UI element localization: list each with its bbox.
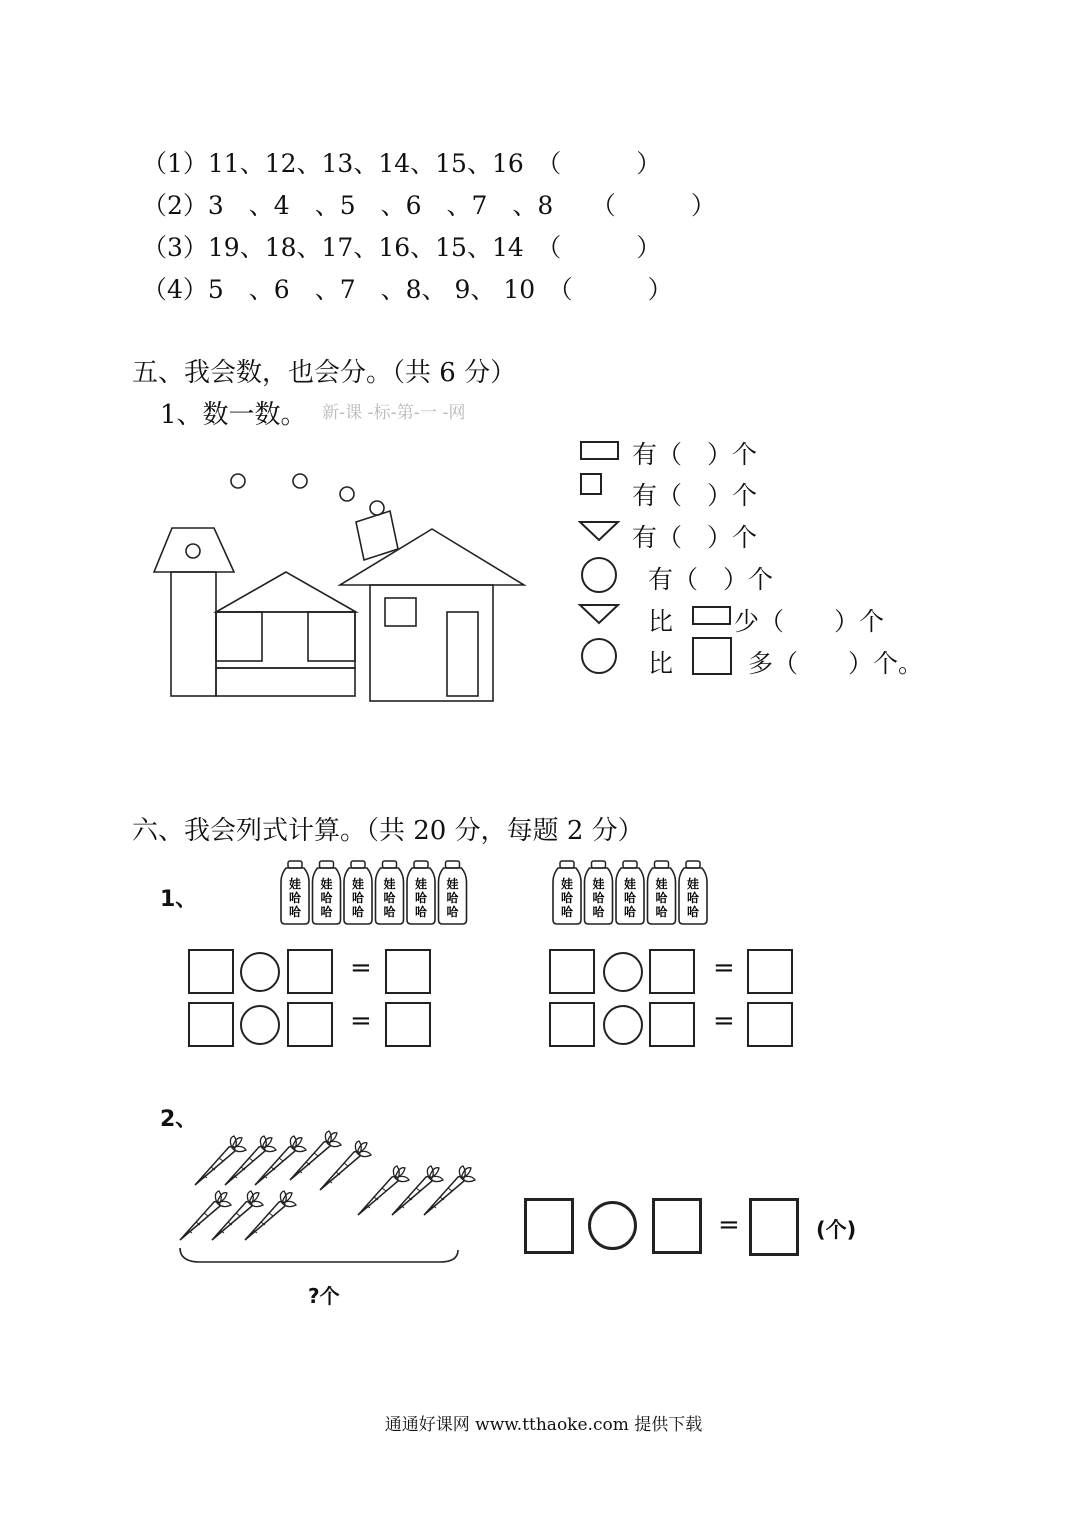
bottle-label-char: 哈 — [288, 891, 302, 905]
bottle-label-char: 娃 — [560, 877, 574, 891]
count-circle-line: 有（ ）个 — [648, 565, 774, 594]
footer: 通通好课网 www.tthaoke.com 提供下载 — [384, 1415, 703, 1435]
equals-sign: = — [350, 953, 372, 983]
bottle-label-char: 娃 — [383, 877, 396, 891]
bottle-label-char: 娃 — [351, 877, 365, 891]
compare2-word: 比 — [648, 649, 674, 678]
bottle-label-char: 哈 — [592, 891, 605, 905]
bottle-label-char: 娃 — [414, 877, 428, 891]
sequence-3: （3）19、18、17、16、15、14 （ ） — [142, 233, 662, 262]
bottle-label-char: 哈 — [655, 891, 668, 905]
bottle-label-char: 娃 — [655, 877, 668, 891]
answer-box[interactable] — [524, 1198, 574, 1254]
q1-label: 1、 — [160, 887, 198, 912]
bottle-label-char: 哈 — [623, 891, 637, 905]
count-square-line: 有（ ）个 — [632, 481, 758, 510]
bottle-label-char: 哈 — [351, 891, 365, 905]
bottle-label-char: 娃 — [288, 877, 302, 891]
bottle-label-char: 哈 — [446, 905, 459, 919]
operator-circle[interactable] — [588, 1201, 637, 1250]
bottle-label-char: 哈 — [686, 891, 700, 905]
bottle-label-char: 哈 — [320, 905, 333, 919]
bottle-label-char: 哈 — [351, 905, 365, 919]
bottle-label-char: 娃 — [686, 877, 700, 891]
bottle-label-char: 哈 — [383, 905, 396, 919]
bottle-label-char: 哈 — [288, 905, 302, 919]
equals-sign: = — [713, 953, 735, 983]
bottle-label-char: 哈 — [383, 891, 396, 905]
bottle-label-char: 哈 — [686, 905, 700, 919]
bottle-label-char: 哈 — [560, 891, 574, 905]
section6-heading: 六、我会列式计算。（共 20 分，每题 2 分） — [132, 816, 644, 846]
equals-sign: = — [718, 1210, 740, 1240]
bottle-label-char: 娃 — [623, 877, 637, 891]
unit-label: (个) — [816, 1218, 857, 1242]
question-label: ?个 — [308, 1284, 340, 1308]
equals-sign: = — [350, 1006, 372, 1036]
bottle-label-char: 娃 — [320, 877, 333, 891]
bottle-label-char: 哈 — [414, 905, 428, 919]
answer-box[interactable] — [652, 1198, 702, 1254]
answer-box[interactable] — [749, 1198, 799, 1256]
compare1-rest: 少（ ）个 — [734, 607, 885, 636]
sequence-4: （4）5 、6 、7 、8、 9、 10 （ ） — [142, 275, 673, 304]
section5-heading: 五、我会数，也会分。（共 6 分） — [132, 358, 517, 388]
bottle-label-char: 哈 — [592, 905, 605, 919]
bottle-label-char: 哈 — [414, 891, 428, 905]
bottle-label-char: 娃 — [592, 877, 605, 891]
compare2-rest: 多（ ）个。 — [748, 649, 924, 678]
sequence-2: （2）3 、4 、5 、6 、7 、8 （ ） — [142, 191, 716, 220]
bottle-label-char: 哈 — [623, 905, 637, 919]
compare1-word: 比 — [648, 607, 674, 636]
sequence-1: （1）11、12、13、14、15、16 （ ） — [142, 149, 662, 178]
bottle-label-char: 哈 — [560, 905, 574, 919]
bottle-label-char: 哈 — [446, 891, 459, 905]
bottle-label-char: 娃 — [446, 877, 459, 891]
count-rect-line: 有（ ）个 — [632, 440, 758, 469]
q2-label: 2、 — [160, 1107, 198, 1132]
watermark: 新-课 -标-第-一 -网 — [322, 403, 466, 423]
bottle-label-char: 哈 — [320, 891, 333, 905]
count-triangle-line: 有（ ）个 — [632, 523, 758, 552]
bottle-label-char: 哈 — [655, 905, 668, 919]
section5-sub1: 1、数一数。 — [160, 400, 307, 430]
equals-sign: = — [713, 1006, 735, 1036]
